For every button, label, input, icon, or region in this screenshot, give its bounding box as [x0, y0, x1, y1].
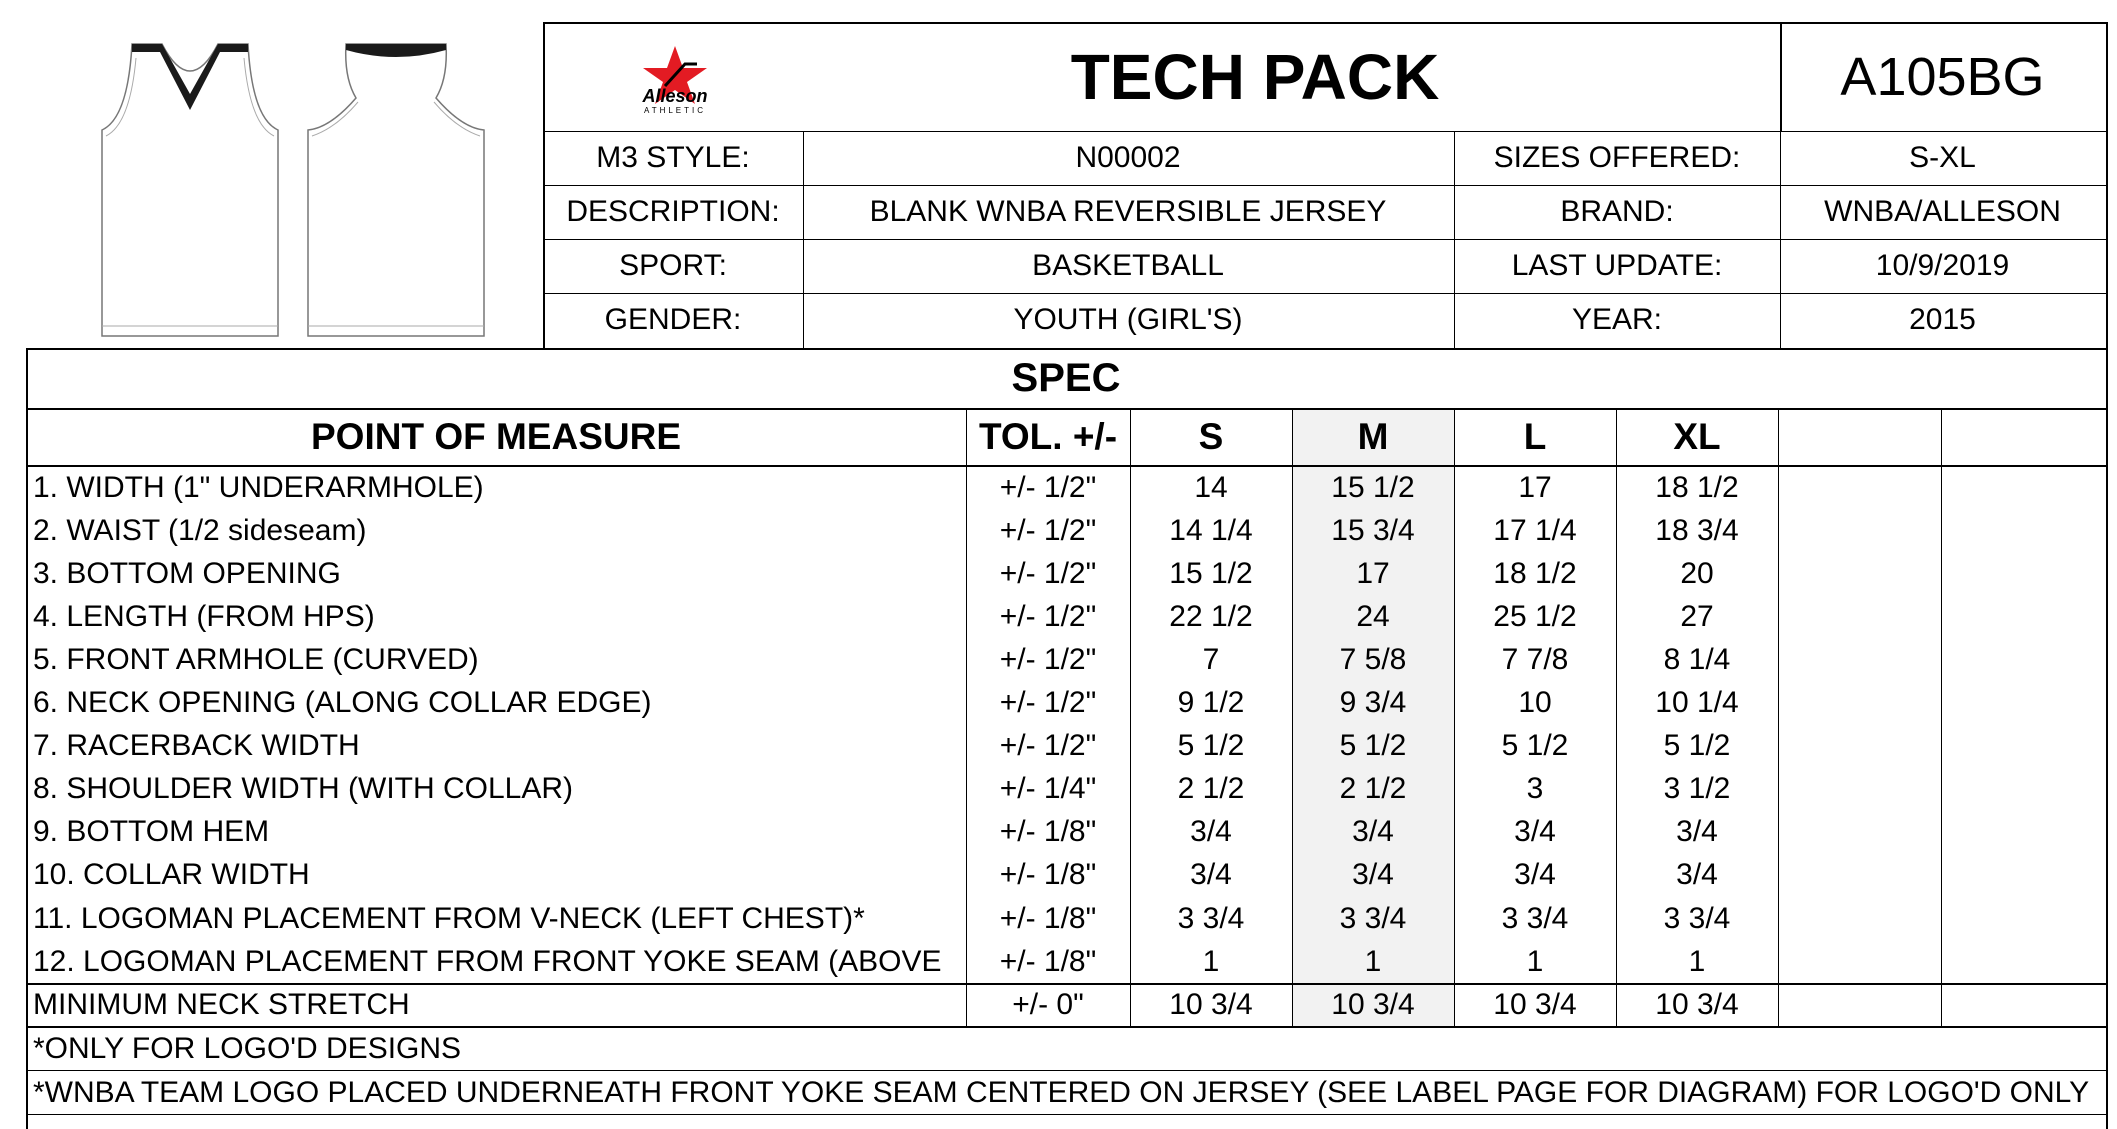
grid-line-v — [1616, 409, 1617, 1026]
sizes-offered-label: SIZES OFFERED: — [1493, 141, 1741, 174]
table-cell-tolerance: +/- 1/2" — [999, 642, 1097, 676]
table-cell-tolerance: +/- 1/8" — [999, 815, 1097, 849]
table-cell-size-m: 2 1/2 — [1339, 772, 1407, 806]
table-cell-size-m: 15 3/4 — [1331, 513, 1415, 547]
table-cell-tolerance: +/- 0" — [1012, 987, 1084, 1021]
table-cell-measure-name: 7. RACERBACK WIDTH — [33, 729, 360, 763]
sport-label: SPORT: — [619, 249, 727, 282]
table-cell-size-l: 1 — [1526, 944, 1544, 978]
table-cell-size-m: 9 3/4 — [1339, 686, 1407, 720]
table-cell-size-s: 15 1/2 — [1169, 556, 1253, 590]
grid-line-v — [803, 131, 804, 348]
table-cell-size-s: 14 — [1194, 470, 1228, 504]
col-header-tolerance: TOL. +/- — [978, 416, 1118, 457]
table-cell-tolerance: +/- 1/4" — [999, 772, 1097, 806]
col-header-l: L — [1523, 416, 1547, 457]
grid-line-h — [26, 983, 2106, 985]
table-cell-size-s: 14 1/4 — [1169, 513, 1253, 547]
grid-line-v — [1292, 409, 1293, 1026]
table-cell-size-s: 3/4 — [1190, 815, 1232, 849]
col-header-s: S — [1198, 416, 1224, 457]
table-cell-size-l: 3/4 — [1514, 815, 1556, 849]
table-cell-size-xl: 1 — [1688, 944, 1706, 978]
year-value: 2015 — [1909, 303, 1976, 336]
col-header-extra-2 — [1941, 409, 2106, 465]
table-cell-measure-name: 4. LENGTH (FROM HPS) — [33, 599, 375, 633]
table-cell-tolerance: +/- 1/2" — [999, 599, 1097, 633]
grid-line-h — [26, 1114, 2106, 1115]
table-cell-size-xl: 18 3/4 — [1655, 513, 1739, 547]
table-cell-size-l: 3 3/4 — [1501, 901, 1569, 935]
table-cell-measure-name: 10. COLLAR WIDTH — [33, 858, 310, 892]
grid-line-v — [966, 409, 967, 1026]
table-cell-tolerance: +/- 1/2" — [999, 556, 1097, 590]
table-cell-size-xl: 3/4 — [1676, 858, 1718, 892]
table-cell-tolerance: +/- 1/8" — [999, 858, 1097, 892]
table-cell-size-s: 7 — [1202, 642, 1220, 676]
grid-line-h — [26, 348, 2106, 350]
note-logo-designs: *ONLY FOR LOGO'D DESIGNS — [33, 1031, 462, 1065]
col-header-extra-1 — [1778, 409, 1941, 465]
grid-line-h — [543, 239, 2106, 240]
logo-subtext: ATHLETIC — [643, 105, 707, 115]
col-header-xl: XL — [1673, 416, 1721, 457]
grid-line-v — [1130, 409, 1131, 1026]
table-cell-size-l: 17 — [1518, 470, 1552, 504]
table-cell-size-m: 1 — [1364, 944, 1382, 978]
table-cell-size-l: 3 — [1526, 772, 1544, 806]
note-wnba-team-logo: *WNBA TEAM LOGO PLACED UNDERNEATH FRONT YOKE SEAM CENTERED ON JERSEY (SEE LABEL PAGE FOR DIAGRAM) FOR LOGO'D ONLY — [33, 1075, 2090, 1109]
table-cell-size-xl: 3 1/2 — [1663, 772, 1731, 806]
table-cell-tolerance: +/- 1/2" — [999, 686, 1097, 720]
grid-line-h — [543, 22, 2106, 24]
grid-line-v — [1454, 409, 1455, 1026]
sizes-offered-value: S-XL — [1909, 141, 1976, 174]
table-cell-size-m: 5 1/2 — [1339, 729, 1407, 763]
table-cell-size-l: 10 — [1518, 686, 1552, 720]
grid-line-v — [2106, 22, 2108, 348]
table-cell-size-xl: 27 — [1680, 599, 1714, 633]
table-cell-measure-name: 6. NECK OPENING (ALONG COLLAR EDGE) — [33, 686, 652, 720]
table-cell-size-s: 3 3/4 — [1177, 901, 1245, 935]
grid-line-v — [2106, 348, 2108, 1129]
table-cell-size-xl: 3/4 — [1676, 815, 1718, 849]
grid-line-h — [26, 408, 2106, 410]
sport-value: BASKETBALL — [1032, 249, 1224, 282]
grid-line-v — [1778, 409, 1779, 1026]
grid-line-v — [1454, 131, 1455, 348]
table-cell-size-l: 17 1/4 — [1493, 513, 1577, 547]
table-cell-size-l: 18 1/2 — [1493, 556, 1577, 590]
table-cell-size-m: 3/4 — [1352, 858, 1394, 892]
table-cell-tolerance: +/- 1/2" — [999, 729, 1097, 763]
grid-line-h — [543, 293, 2106, 294]
table-cell-measure-name: 5. FRONT ARMHOLE (CURVED) — [33, 642, 479, 676]
brand-value: WNBA/ALLESON — [1824, 195, 2061, 228]
grid-line-v — [1780, 131, 1781, 348]
last-update-value: 10/9/2019 — [1875, 249, 2010, 282]
col-header-m: M — [1357, 416, 1389, 457]
table-cell-size-xl: 10 3/4 — [1655, 987, 1739, 1021]
table-cell-size-s: 9 1/2 — [1177, 686, 1245, 720]
jersey-back-illustration — [296, 38, 496, 343]
table-cell-measure-name: 12. LOGOMAN PLACEMENT FROM FRONT YOKE SEAM (ABOVE — [33, 944, 942, 978]
table-cell-size-xl: 3 3/4 — [1663, 901, 1731, 935]
table-cell-size-m: 7 5/8 — [1339, 642, 1407, 676]
grid-line-v — [1941, 409, 1942, 1026]
table-cell-tolerance: +/- 1/8" — [999, 944, 1097, 978]
table-cell-size-l: 3/4 — [1514, 858, 1556, 892]
table-cell-size-l: 25 1/2 — [1493, 599, 1577, 633]
gender-value: YOUTH (GIRL'S) — [1013, 303, 1243, 336]
grid-line-h — [543, 131, 2106, 132]
table-cell-tolerance: +/- 1/2" — [999, 470, 1097, 504]
table-cell-size-m: 3 3/4 — [1339, 901, 1407, 935]
table-cell-size-l: 10 3/4 — [1493, 987, 1577, 1021]
table-cell-size-m: 17 — [1356, 556, 1390, 590]
table-cell-size-s: 22 1/2 — [1169, 599, 1253, 633]
table-cell-size-m: 3/4 — [1352, 815, 1394, 849]
table-cell-measure-name: 8. SHOULDER WIDTH (WITH COLLAR) — [33, 772, 574, 806]
table-cell-size-s: 10 3/4 — [1169, 987, 1253, 1021]
table-cell-size-xl: 8 1/4 — [1663, 642, 1731, 676]
grid-line-h — [543, 185, 2106, 186]
brand-label: BRAND: — [1560, 195, 1674, 228]
logo-wordmark: Alleson — [642, 85, 708, 106]
table-cell-size-xl: 10 1/4 — [1655, 686, 1739, 720]
grid-line-h — [26, 1070, 2106, 1071]
col-header-point-of-measure: POINT OF MEASURE — [310, 416, 682, 457]
table-cell-measure-name: 9. BOTTOM HEM — [33, 815, 270, 849]
page-title: TECH PACK — [1070, 41, 1440, 113]
table-cell-size-xl: 18 1/2 — [1655, 470, 1739, 504]
last-update-label: LAST UPDATE: — [1511, 249, 1723, 282]
spec-title: SPEC — [1011, 355, 1121, 400]
grid-line-h — [26, 465, 2106, 467]
description-label: DESCRIPTION: — [566, 195, 780, 228]
style-code: A105BG — [1840, 47, 2045, 107]
table-cell-tolerance: +/- 1/2" — [999, 513, 1097, 547]
table-cell-measure-name: 3. BOTTOM OPENING — [33, 556, 341, 590]
table-cell-size-xl: 20 — [1680, 556, 1714, 590]
table-cell-size-l: 7 7/8 — [1501, 642, 1569, 676]
description-value: BLANK WNBA REVERSIBLE JERSEY — [869, 195, 1387, 228]
gender-label: GENDER: — [604, 303, 742, 336]
table-cell-size-m: 24 — [1356, 599, 1390, 633]
table-cell-size-m: 10 3/4 — [1331, 987, 1415, 1021]
grid-line-v — [1780, 22, 1782, 132]
table-cell-size-m: 15 1/2 — [1331, 470, 1415, 504]
jersey-front-illustration — [90, 38, 290, 343]
table-cell-size-l: 5 1/2 — [1501, 729, 1569, 763]
table-cell-measure-name: 11. LOGOMAN PLACEMENT FROM V-NECK (LEFT CHEST)* — [33, 901, 865, 935]
table-cell-size-xl: 5 1/2 — [1663, 729, 1731, 763]
table-cell-measure-name: 2. WAIST (1/2 sideseam) — [33, 513, 367, 547]
m3-style-label: M3 STYLE: — [596, 141, 750, 174]
table-cell-size-s: 2 1/2 — [1177, 772, 1245, 806]
table-cell-measure-name: MINIMUM NECK STRETCH — [33, 987, 410, 1021]
year-label: YEAR: — [1571, 303, 1663, 336]
table-cell-tolerance: +/- 1/8" — [999, 901, 1097, 935]
table-cell-measure-name: 1. WIDTH (1" UNDERARMHOLE) — [33, 470, 484, 504]
table-cell-size-s: 1 — [1202, 944, 1220, 978]
m3-style-value: N00002 — [1075, 141, 1181, 174]
grid-line-h — [26, 1026, 2106, 1028]
table-cell-size-s: 5 1/2 — [1177, 729, 1245, 763]
table-cell-size-s: 3/4 — [1190, 858, 1232, 892]
